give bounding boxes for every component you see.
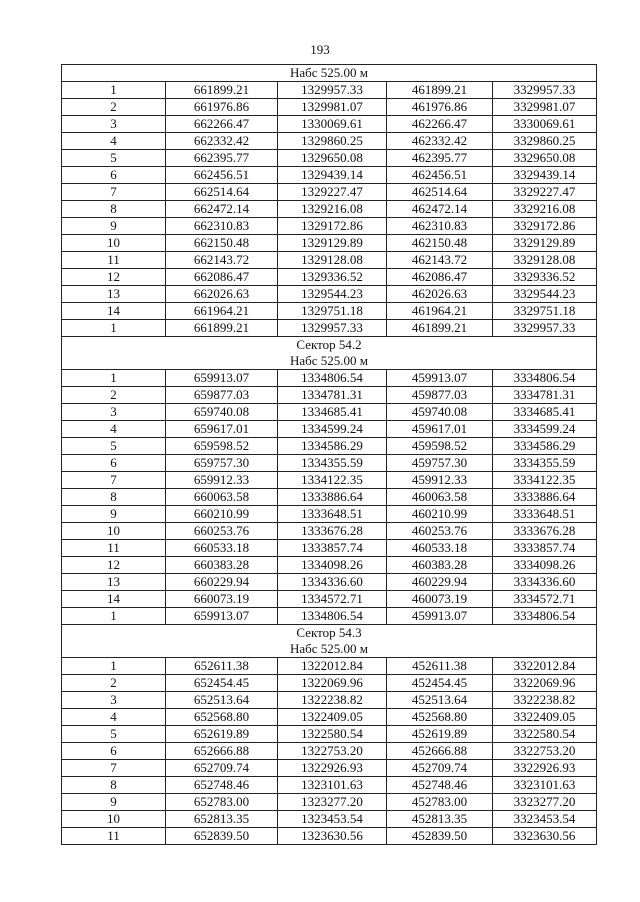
section-header-line: Сектор 54.2 bbox=[296, 337, 362, 352]
coordinate-cell: 452839.50 bbox=[387, 828, 493, 845]
coordinate-cell: 1334572.71 bbox=[278, 591, 387, 608]
table-row bbox=[62, 82, 597, 99]
coordinate-cell: 462026.63 bbox=[387, 286, 493, 303]
coordinate-cell: 661899.21 bbox=[166, 82, 278, 99]
coordinate-cell: 1329172.86 bbox=[278, 218, 387, 235]
coordinate-cell: 1329957.33 bbox=[278, 82, 387, 99]
coordinate-cell: 1322580.54 bbox=[278, 726, 387, 743]
coordinate-cell: 3334599.24 bbox=[493, 421, 597, 438]
table-row bbox=[62, 692, 597, 709]
table-row bbox=[62, 489, 597, 506]
coordinate-cell: 3329172.86 bbox=[493, 218, 597, 235]
coordinate-cell: 3329129.89 bbox=[493, 235, 597, 252]
coordinate-cell: 462086.47 bbox=[387, 269, 493, 286]
coordinate-cell: 3334572.71 bbox=[493, 591, 597, 608]
table-row bbox=[62, 438, 597, 455]
point-number-cell: 6 bbox=[62, 743, 166, 760]
table-row bbox=[62, 116, 597, 133]
coordinate-cell: 1323453.54 bbox=[278, 811, 387, 828]
point-number-cell: 1 bbox=[62, 320, 166, 337]
coordinate-cell: 660383.28 bbox=[166, 557, 278, 574]
coordinate-cell: 459617.01 bbox=[387, 421, 493, 438]
coordinate-cell: 3329227.47 bbox=[493, 184, 597, 201]
coordinate-cell: 3323630.56 bbox=[493, 828, 597, 845]
coordinate-cell: 452709.74 bbox=[387, 760, 493, 777]
point-number-cell: 6 bbox=[62, 455, 166, 472]
coordinate-cell: 662143.72 bbox=[166, 252, 278, 269]
point-number-cell: 7 bbox=[62, 760, 166, 777]
coordinate-cell: 660073.19 bbox=[166, 591, 278, 608]
table-row bbox=[62, 387, 597, 404]
coordinate-cell: 1329751.18 bbox=[278, 303, 387, 320]
coordinate-cell: 462332.42 bbox=[387, 133, 493, 150]
coordinate-cell: 660253.76 bbox=[166, 523, 278, 540]
table-row bbox=[62, 777, 597, 794]
coordinate-cell: 459912.33 bbox=[387, 472, 493, 489]
point-number-cell: 8 bbox=[62, 201, 166, 218]
coordinate-cell: 460210.99 bbox=[387, 506, 493, 523]
point-number-cell: 5 bbox=[62, 150, 166, 167]
table-row bbox=[62, 269, 597, 286]
coordinate-cell: 1334781.31 bbox=[278, 387, 387, 404]
coordinate-cell: 652619.89 bbox=[166, 726, 278, 743]
coordinate-cell: 652748.46 bbox=[166, 777, 278, 794]
coordinate-cell: 452513.64 bbox=[387, 692, 493, 709]
table-row bbox=[62, 421, 597, 438]
coordinate-cell: 462395.77 bbox=[387, 150, 493, 167]
coordinate-cell: 660229.94 bbox=[166, 574, 278, 591]
coordinate-cell: 459757.30 bbox=[387, 455, 493, 472]
coordinate-cell: 1322409.05 bbox=[278, 709, 387, 726]
coordinate-cell: 660063.58 bbox=[166, 489, 278, 506]
section-header-row bbox=[62, 65, 597, 82]
coordinate-cell: 3322580.54 bbox=[493, 726, 597, 743]
section-header-line: Набс 525.00 м bbox=[290, 353, 369, 368]
table-row bbox=[62, 743, 597, 760]
coordinate-cell: 3329957.33 bbox=[493, 82, 597, 99]
point-number-cell: 4 bbox=[62, 709, 166, 726]
section-header bbox=[62, 337, 597, 370]
coordinate-cell: 1323101.63 bbox=[278, 777, 387, 794]
coordinate-cell: 1323630.56 bbox=[278, 828, 387, 845]
coordinate-cell: 452748.46 bbox=[387, 777, 493, 794]
coordinate-cell: 1322753.20 bbox=[278, 743, 387, 760]
coordinate-cell: 3334806.54 bbox=[493, 370, 597, 387]
coordinate-cell: 1323277.20 bbox=[278, 794, 387, 811]
coordinate-cell: 460063.58 bbox=[387, 489, 493, 506]
coordinate-cell: 3334355.59 bbox=[493, 455, 597, 472]
coordinate-cell: 1322926.93 bbox=[278, 760, 387, 777]
point-number-cell: 14 bbox=[62, 303, 166, 320]
coordinate-cell: 3322926.93 bbox=[493, 760, 597, 777]
table-row bbox=[62, 184, 597, 201]
section-header bbox=[62, 65, 597, 82]
coordinate-cell: 452568.80 bbox=[387, 709, 493, 726]
coordinate-cell: 1329860.25 bbox=[278, 133, 387, 150]
coordinate-cell: 1334122.35 bbox=[278, 472, 387, 489]
table-row bbox=[62, 320, 597, 337]
coordinate-cell: 659913.07 bbox=[166, 370, 278, 387]
point-number-cell: 2 bbox=[62, 387, 166, 404]
coordinate-cell: 652666.88 bbox=[166, 743, 278, 760]
point-number-cell: 12 bbox=[62, 269, 166, 286]
coordinate-cell: 1334355.59 bbox=[278, 455, 387, 472]
table-row bbox=[62, 608, 597, 625]
coordinate-cell: 462266.47 bbox=[387, 116, 493, 133]
point-number-cell: 14 bbox=[62, 591, 166, 608]
coordinate-cell: 659617.01 bbox=[166, 421, 278, 438]
coordinate-cell: 459913.07 bbox=[387, 370, 493, 387]
table-row bbox=[62, 370, 597, 387]
coordinate-cell: 1334599.24 bbox=[278, 421, 387, 438]
coordinate-cell: 3333676.28 bbox=[493, 523, 597, 540]
point-number-cell: 10 bbox=[62, 811, 166, 828]
section-header-line: Сектор 54.3 bbox=[296, 625, 362, 640]
coordinate-cell: 460383.28 bbox=[387, 557, 493, 574]
table-row bbox=[62, 760, 597, 777]
table-row bbox=[62, 540, 597, 557]
point-number-cell: 2 bbox=[62, 675, 166, 692]
coordinate-cell: 3322012.84 bbox=[493, 658, 597, 675]
coordinate-cell: 1333648.51 bbox=[278, 506, 387, 523]
coordinate-cell: 652454.45 bbox=[166, 675, 278, 692]
coordinate-cell: 459877.03 bbox=[387, 387, 493, 404]
coordinate-cell: 660210.99 bbox=[166, 506, 278, 523]
coordinate-cell: 461899.21 bbox=[387, 320, 493, 337]
table-row bbox=[62, 794, 597, 811]
coordinate-cell: 1334098.26 bbox=[278, 557, 387, 574]
coordinate-cell: 662026.63 bbox=[166, 286, 278, 303]
coordinate-cell: 462514.64 bbox=[387, 184, 493, 201]
coordinate-cell: 462456.51 bbox=[387, 167, 493, 184]
coordinate-cell: 1329544.23 bbox=[278, 286, 387, 303]
coordinate-cell: 1322012.84 bbox=[278, 658, 387, 675]
coordinate-cell: 460229.94 bbox=[387, 574, 493, 591]
table-row bbox=[62, 150, 597, 167]
coordinate-cell: 3334336.60 bbox=[493, 574, 597, 591]
point-number-cell: 3 bbox=[62, 116, 166, 133]
coordinate-cell: 662395.77 bbox=[166, 150, 278, 167]
coordinate-cell: 3329860.25 bbox=[493, 133, 597, 150]
point-number-cell: 4 bbox=[62, 133, 166, 150]
coordinate-cell: 662266.47 bbox=[166, 116, 278, 133]
point-number-cell: 11 bbox=[62, 252, 166, 269]
table-row bbox=[62, 675, 597, 692]
coordinate-cell: 652813.35 bbox=[166, 811, 278, 828]
coordinate-cell: 3329957.33 bbox=[493, 320, 597, 337]
coordinate-cell: 452454.45 bbox=[387, 675, 493, 692]
coordinate-cell: 1334685.41 bbox=[278, 404, 387, 421]
table-row bbox=[62, 591, 597, 608]
section-header-row bbox=[62, 625, 597, 658]
coordinate-cell: 652568.80 bbox=[166, 709, 278, 726]
section-header bbox=[62, 625, 597, 658]
table-row bbox=[62, 133, 597, 150]
coordinate-cell: 661976.86 bbox=[166, 99, 278, 116]
coordinate-cell: 3334685.41 bbox=[493, 404, 597, 421]
coordinate-cell: 1329128.08 bbox=[278, 252, 387, 269]
coordinate-cell: 652709.74 bbox=[166, 760, 278, 777]
table-row bbox=[62, 99, 597, 116]
coordinate-cell: 459598.52 bbox=[387, 438, 493, 455]
coordinate-cell: 3334586.29 bbox=[493, 438, 597, 455]
coordinate-cell: 3329439.14 bbox=[493, 167, 597, 184]
table-row bbox=[62, 828, 597, 845]
coordinate-cell: 462472.14 bbox=[387, 201, 493, 218]
table-row bbox=[62, 235, 597, 252]
coordinate-cell: 1329439.14 bbox=[278, 167, 387, 184]
coordinate-cell: 1329216.08 bbox=[278, 201, 387, 218]
coordinate-cell: 1329650.08 bbox=[278, 150, 387, 167]
coordinates-table bbox=[61, 64, 597, 845]
coordinate-cell: 1322069.96 bbox=[278, 675, 387, 692]
coordinate-cell: 652839.50 bbox=[166, 828, 278, 845]
table-row bbox=[62, 201, 597, 218]
coordinate-cell: 662150.48 bbox=[166, 235, 278, 252]
point-number-cell: 10 bbox=[62, 523, 166, 540]
coordinate-cell: 1322238.82 bbox=[278, 692, 387, 709]
point-number-cell: 9 bbox=[62, 506, 166, 523]
coordinate-cell: 3323101.63 bbox=[493, 777, 597, 794]
point-number-cell: 7 bbox=[62, 184, 166, 201]
coordinate-cell: 459740.08 bbox=[387, 404, 493, 421]
point-number-cell: 3 bbox=[62, 692, 166, 709]
coordinate-cell: 452813.35 bbox=[387, 811, 493, 828]
coordinate-cell: 3333886.64 bbox=[493, 489, 597, 506]
coordinate-cell: 659740.08 bbox=[166, 404, 278, 421]
point-number-cell: 3 bbox=[62, 404, 166, 421]
point-number-cell: 1 bbox=[62, 370, 166, 387]
coordinate-cell: 3322409.05 bbox=[493, 709, 597, 726]
point-number-cell: 11 bbox=[62, 828, 166, 845]
coordinate-cell: 659912.33 bbox=[166, 472, 278, 489]
coordinate-cell: 462150.48 bbox=[387, 235, 493, 252]
coordinate-cell: 1334336.60 bbox=[278, 574, 387, 591]
coordinate-cell: 3329981.07 bbox=[493, 99, 597, 116]
coordinate-cell: 1329129.89 bbox=[278, 235, 387, 252]
table-row bbox=[62, 303, 597, 320]
coordinate-cell: 660533.18 bbox=[166, 540, 278, 557]
coordinate-cell: 1333857.74 bbox=[278, 540, 387, 557]
coordinate-cell: 3329336.52 bbox=[493, 269, 597, 286]
table-row bbox=[62, 167, 597, 184]
coordinate-cell: 652783.00 bbox=[166, 794, 278, 811]
coordinate-cell: 3322069.96 bbox=[493, 675, 597, 692]
point-number-cell: 11 bbox=[62, 540, 166, 557]
table-row bbox=[62, 218, 597, 235]
coordinate-cell: 452619.89 bbox=[387, 726, 493, 743]
coordinate-cell: 3329128.08 bbox=[493, 252, 597, 269]
table-row bbox=[62, 557, 597, 574]
table-row bbox=[62, 252, 597, 269]
table-row bbox=[62, 523, 597, 540]
coordinate-cell: 462143.72 bbox=[387, 252, 493, 269]
coordinate-cell: 1334586.29 bbox=[278, 438, 387, 455]
coordinate-cell: 3334806.54 bbox=[493, 608, 597, 625]
coordinate-cell: 452783.00 bbox=[387, 794, 493, 811]
coordinate-cell: 661899.21 bbox=[166, 320, 278, 337]
point-number-cell: 5 bbox=[62, 438, 166, 455]
coordinate-cell: 1329981.07 bbox=[278, 99, 387, 116]
point-number-cell: 6 bbox=[62, 167, 166, 184]
coordinate-cell: 1334806.54 bbox=[278, 608, 387, 625]
point-number-cell: 10 bbox=[62, 235, 166, 252]
coordinate-cell: 3333648.51 bbox=[493, 506, 597, 523]
table-row bbox=[62, 811, 597, 828]
table-row bbox=[62, 455, 597, 472]
point-number-cell: 9 bbox=[62, 794, 166, 811]
coordinate-cell: 662456.51 bbox=[166, 167, 278, 184]
coordinate-cell: 3334122.35 bbox=[493, 472, 597, 489]
coordinate-cell: 659598.52 bbox=[166, 438, 278, 455]
point-number-cell: 8 bbox=[62, 777, 166, 794]
table-row bbox=[62, 658, 597, 675]
coordinate-cell: 461899.21 bbox=[387, 82, 493, 99]
table-row bbox=[62, 506, 597, 523]
table-row bbox=[62, 472, 597, 489]
coordinate-cell: 462310.83 bbox=[387, 218, 493, 235]
coordinate-cell: 3322238.82 bbox=[493, 692, 597, 709]
point-number-cell: 13 bbox=[62, 286, 166, 303]
coordinate-cell: 459913.07 bbox=[387, 608, 493, 625]
section-header-line: Набс 525.00 м bbox=[290, 65, 369, 80]
point-number-cell: 9 bbox=[62, 218, 166, 235]
coordinate-cell: 1329227.47 bbox=[278, 184, 387, 201]
coordinate-cell: 662086.47 bbox=[166, 269, 278, 286]
coordinate-cell: 659757.30 bbox=[166, 455, 278, 472]
coordinate-cell: 662472.14 bbox=[166, 201, 278, 218]
coordinate-cell: 1333886.64 bbox=[278, 489, 387, 506]
coordinate-cell: 3329650.08 bbox=[493, 150, 597, 167]
coordinate-cell: 460073.19 bbox=[387, 591, 493, 608]
point-number-cell: 1 bbox=[62, 658, 166, 675]
coordinate-cell: 652611.38 bbox=[166, 658, 278, 675]
coordinate-cell: 659913.07 bbox=[166, 608, 278, 625]
page-number: 193 bbox=[310, 42, 330, 57]
coordinate-cell: 3323453.54 bbox=[493, 811, 597, 828]
coordinate-cell: 3329751.18 bbox=[493, 303, 597, 320]
coordinate-cell: 661964.21 bbox=[166, 303, 278, 320]
coordinate-cell: 461964.21 bbox=[387, 303, 493, 320]
coordinate-cell: 3322753.20 bbox=[493, 743, 597, 760]
section-header-row bbox=[62, 337, 597, 370]
coordinate-cell: 460253.76 bbox=[387, 523, 493, 540]
coordinate-cell: 1334806.54 bbox=[278, 370, 387, 387]
table-row bbox=[62, 574, 597, 591]
coordinate-cell: 3329216.08 bbox=[493, 201, 597, 218]
coordinate-cell: 1330069.61 bbox=[278, 116, 387, 133]
table-row bbox=[62, 404, 597, 421]
point-number-cell: 1 bbox=[62, 82, 166, 99]
point-number-cell: 7 bbox=[62, 472, 166, 489]
point-number-cell: 1 bbox=[62, 608, 166, 625]
section-header-line: Набс 525.00 м bbox=[290, 641, 369, 656]
coordinate-cell: 3329544.23 bbox=[493, 286, 597, 303]
point-number-cell: 8 bbox=[62, 489, 166, 506]
point-number-cell: 4 bbox=[62, 421, 166, 438]
coordinate-cell: 461976.86 bbox=[387, 99, 493, 116]
coordinate-cell: 3330069.61 bbox=[493, 116, 597, 133]
coordinate-cell: 3334098.26 bbox=[493, 557, 597, 574]
point-number-cell: 13 bbox=[62, 574, 166, 591]
table-row bbox=[62, 286, 597, 303]
point-number-cell: 5 bbox=[62, 726, 166, 743]
table-row bbox=[62, 726, 597, 743]
coordinate-cell: 460533.18 bbox=[387, 540, 493, 557]
coordinate-cell: 652513.64 bbox=[166, 692, 278, 709]
table-row bbox=[62, 709, 597, 726]
point-number-cell: 2 bbox=[62, 99, 166, 116]
coordinate-cell: 3323277.20 bbox=[493, 794, 597, 811]
point-number-cell: 12 bbox=[62, 557, 166, 574]
coordinate-cell: 452666.88 bbox=[387, 743, 493, 760]
coordinate-cell: 662332.42 bbox=[166, 133, 278, 150]
coordinate-cell: 3334781.31 bbox=[493, 387, 597, 404]
coordinate-cell: 1329336.52 bbox=[278, 269, 387, 286]
coordinate-cell: 3333857.74 bbox=[493, 540, 597, 557]
coordinate-cell: 662310.83 bbox=[166, 218, 278, 235]
coordinate-cell: 1329957.33 bbox=[278, 320, 387, 337]
coordinate-cell: 452611.38 bbox=[387, 658, 493, 675]
coordinate-cell: 662514.64 bbox=[166, 184, 278, 201]
coordinates-table-body bbox=[62, 65, 597, 845]
coordinate-cell: 1333676.28 bbox=[278, 523, 387, 540]
coordinate-cell: 659877.03 bbox=[166, 387, 278, 404]
